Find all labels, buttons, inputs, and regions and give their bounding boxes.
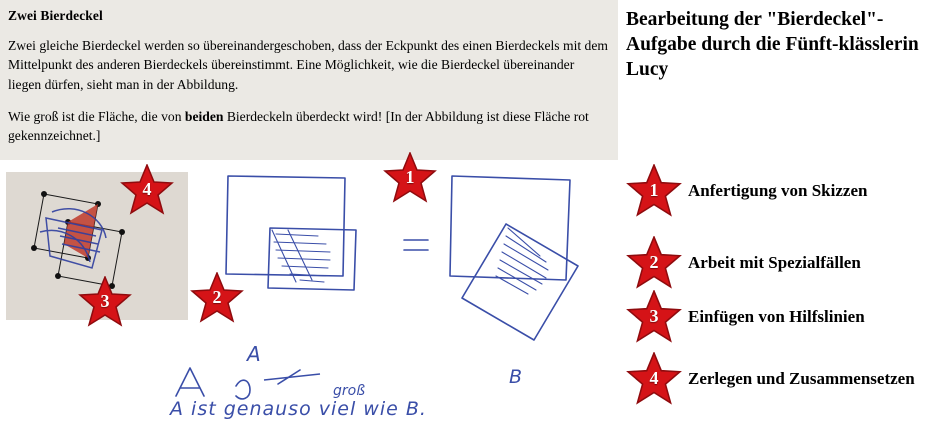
- task-statement-panel: [0, 0, 618, 160]
- legend-star-1: [626, 164, 682, 218]
- legend-label-2: Arbeit mit Spezialfällen: [688, 252, 861, 272]
- task-paragraph-2-pre: Wie groß ist die Fläche, die von: [8, 108, 185, 124]
- task-paragraph-2-post: Bierdeckeln überdeckt wird! [In der Abbildung ist diese Fläche rot gekennzeichnet.]: [8, 108, 589, 144]
- legend-star-3: [626, 290, 682, 344]
- marker-star-4-number: 4: [142, 179, 152, 200]
- legend-label-4: Zerlegen und Zusammensetzen: [688, 368, 915, 388]
- handwritten-correction: groß: [333, 383, 366, 399]
- legend-label-3: Einfügen von Hilfslinien: [688, 306, 865, 326]
- legend-star-4-number: 4: [649, 368, 659, 389]
- task-title: Zwei Bierdeckel: [8, 8, 103, 23]
- legend-item-1: [626, 164, 948, 218]
- task-paragraph-2-emphasis: beiden: [184, 108, 224, 124]
- marker-star-1-number: 1: [405, 167, 415, 188]
- hand-drawn-figures: [0, 160, 618, 437]
- legend-label-1: Anfertigung von Skizzen: [688, 180, 868, 200]
- handwritten-sentence: A ist genauso viel wie B.: [170, 398, 427, 420]
- legend-panel: [618, 0, 949, 437]
- legend-item-2: [626, 236, 948, 290]
- student-work-drawing-area: [0, 160, 618, 437]
- task-paragraph-2: [8, 107, 608, 146]
- marker-star-3-number: 3: [100, 291, 110, 312]
- legend-title: Bearbeitung der "Bierdeckel"-Aufgabe durch die Fünft-klässlerin Lucy: [626, 9, 919, 80]
- legend-item-3: [626, 290, 948, 344]
- legend-star-2-number: 2: [649, 252, 659, 273]
- label-a: A: [247, 342, 261, 366]
- legend-star-1-number: 1: [649, 180, 659, 201]
- marker-star-2-number: 2: [212, 287, 222, 308]
- legend-item-4: [626, 352, 948, 406]
- label-b: B: [509, 366, 523, 388]
- legend-star-4: [626, 352, 682, 406]
- legend-star-2: [626, 236, 682, 290]
- legend-star-3-number: 3: [649, 306, 659, 327]
- task-paragraph-1: Zwei gleiche Bierdeckel werden so übereinandergeschoben, dass der Eckpunkt des einen Bierdeckels mit dem Mittelpunkt des anderen Bierdeckels übereinstimmt. Eine Möglichkeit, wie die Bierdeckel übereinander liegen dürfen, sieht man in der Abbildung.: [8, 38, 608, 92]
